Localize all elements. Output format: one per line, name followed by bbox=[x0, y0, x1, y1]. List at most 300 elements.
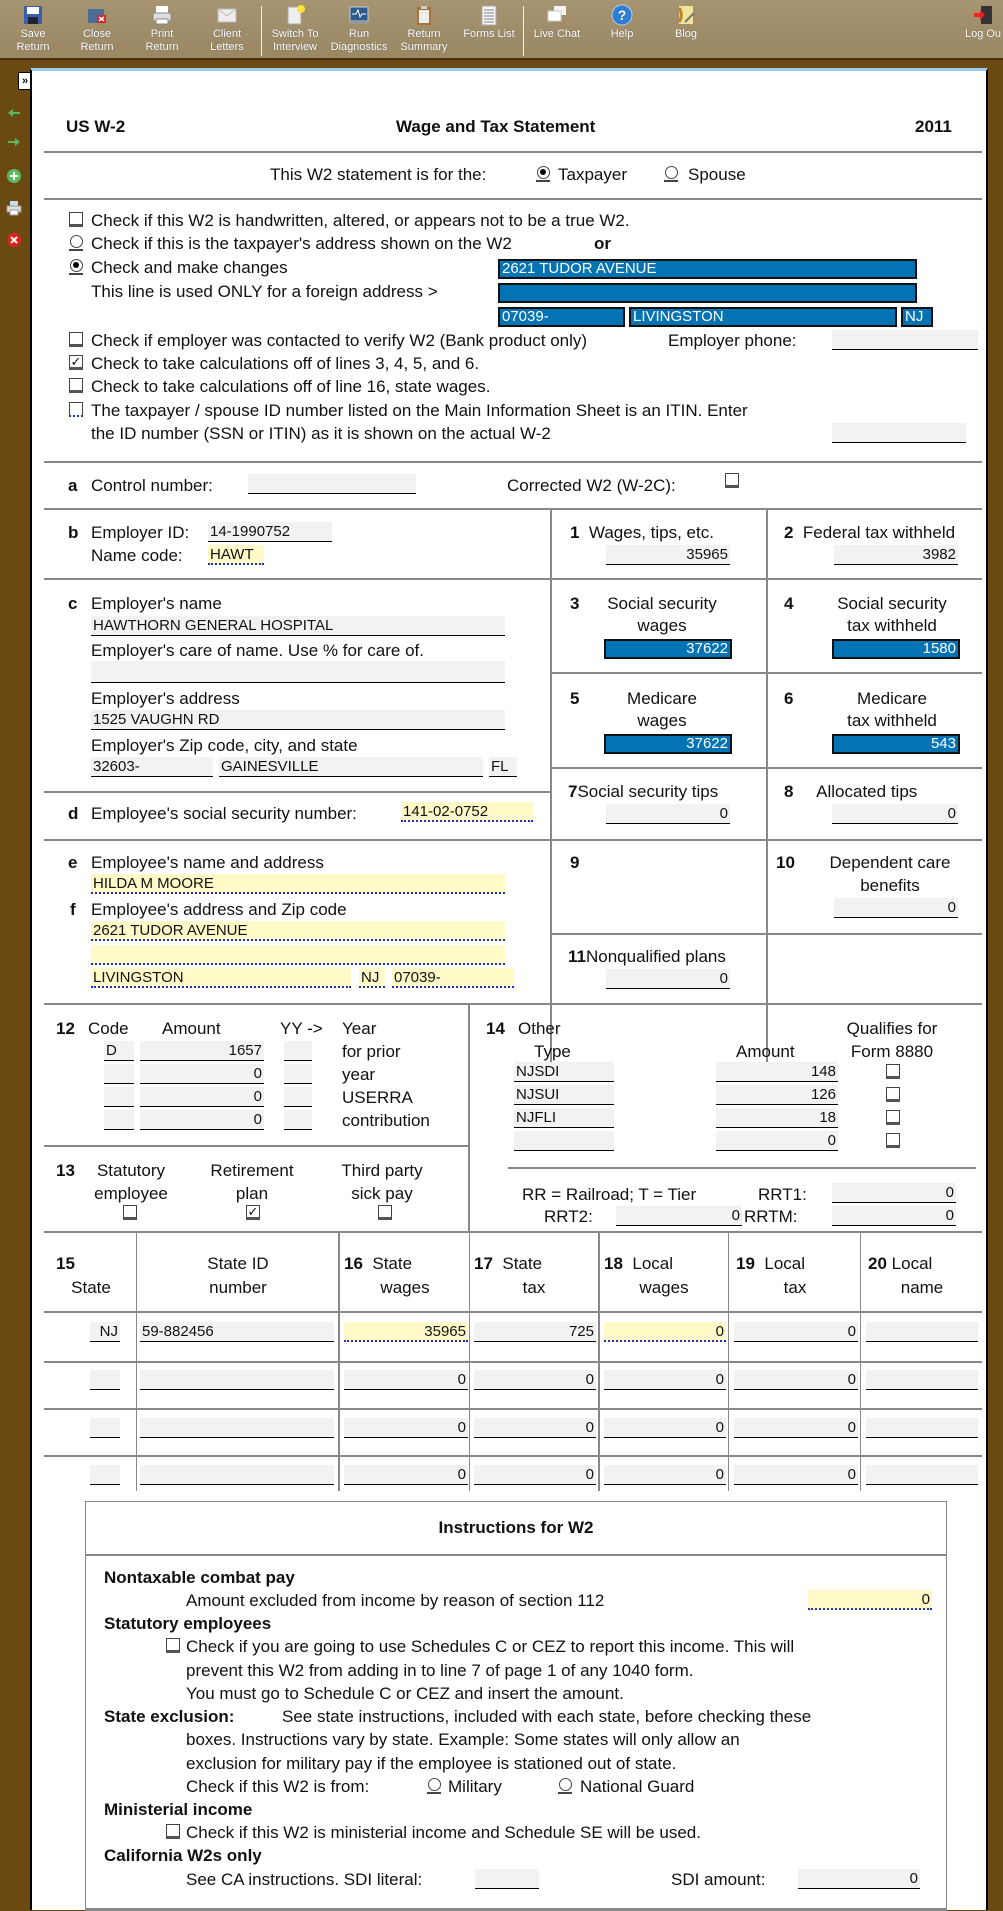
divider bbox=[44, 791, 550, 793]
divider bbox=[550, 578, 982, 580]
run-diagnostics-button[interactable] bbox=[328, 4, 390, 54]
box-b-letter: b bbox=[68, 523, 79, 542]
military-label: Military bbox=[448, 1777, 502, 1796]
print-return-button[interactable] bbox=[131, 4, 193, 54]
employer-state-field[interactable]: FL bbox=[489, 757, 517, 777]
state-id-header-1: State ID bbox=[207, 1254, 269, 1273]
box3-label-2: wages bbox=[637, 616, 687, 635]
toolbar bbox=[0, 0, 1003, 60]
box-c-letter: c bbox=[68, 594, 78, 613]
box10-label-1: Dependent care bbox=[829, 853, 951, 872]
itin-label-2: the ID number (SSN or ITIN) as it is shown on the actual W-2 bbox=[91, 424, 551, 443]
ss-tips-field[interactable]: 0 bbox=[606, 804, 730, 824]
form8880-checkbox[interactable] bbox=[886, 1110, 900, 1125]
sdi-literal-field[interactable] bbox=[475, 1869, 539, 1889]
itin-label-1: The taxpayer / spouse ID number listed on the Main Information Sheet is an ITIN. Enter bbox=[91, 401, 748, 420]
medicare-tax-field[interactable]: 543 bbox=[832, 734, 960, 754]
box1-number: 1 bbox=[570, 523, 580, 542]
box2-number: 2 bbox=[784, 523, 794, 542]
box15-number: 15 bbox=[56, 1254, 75, 1273]
divider bbox=[44, 839, 550, 841]
local-wages-header-1: Local bbox=[632, 1254, 674, 1273]
state-wages-header-1: State bbox=[372, 1254, 413, 1273]
box14-other-label: Other bbox=[518, 1019, 561, 1038]
box8-label: Allocated tips bbox=[816, 782, 918, 801]
box20-number: 20 bbox=[868, 1254, 887, 1273]
state-wages-field[interactable]: 35965 bbox=[344, 1322, 468, 1342]
wages-field[interactable]: 35965 bbox=[606, 545, 730, 565]
ssn-label: Employee's social security number: bbox=[91, 804, 357, 823]
local-wages-field[interactable]: 0 bbox=[604, 1322, 726, 1342]
calc-lines-3456-checkbox[interactable]: ✓ bbox=[70, 354, 82, 369]
divider bbox=[508, 1167, 976, 1169]
federal-tax-field[interactable]: 3982 bbox=[834, 545, 958, 565]
form8880-checkbox[interactable] bbox=[886, 1133, 900, 1148]
make-changes-radio[interactable] bbox=[69, 259, 83, 275]
address-city-field[interactable]: LIVINGSTON bbox=[629, 307, 897, 327]
sidebar bbox=[0, 68, 30, 1910]
local-name-header-2: name bbox=[900, 1278, 944, 1297]
divider bbox=[44, 151, 982, 153]
client-letters-button[interactable] bbox=[196, 4, 258, 54]
local-tax-field[interactable]: 0 bbox=[734, 1465, 858, 1485]
control-number-label: Control number: bbox=[91, 476, 213, 495]
ministerial-text: Check if this W2 is ministerial income and Schedule SE will be used. bbox=[186, 1823, 701, 1842]
local-name-field[interactable] bbox=[866, 1370, 978, 1390]
state-exclusion-heading: State exclusion: bbox=[104, 1707, 235, 1726]
employer-contacted-label: Check if employer was contacted to verify W2 (Bank product only) bbox=[91, 331, 588, 350]
delete-form-icon[interactable] bbox=[6, 232, 22, 248]
blog-label: Blog bbox=[674, 28, 698, 40]
statutory-text-1: Check if you are going to use Schedules C or CEZ to report this income. This will bbox=[186, 1637, 795, 1656]
local-wages-field[interactable]: 0 bbox=[604, 1465, 726, 1485]
box17-number: 17 bbox=[474, 1254, 493, 1273]
divider bbox=[44, 1311, 982, 1313]
local-name-header-1: Local bbox=[891, 1254, 933, 1273]
return-summary-label-2: Summary bbox=[400, 41, 448, 53]
divider bbox=[550, 839, 982, 841]
box-f-letter: f bbox=[70, 900, 76, 919]
rrt2-label: RRT2: bbox=[544, 1207, 593, 1226]
rrt1-field[interactable]: 0 bbox=[832, 1183, 956, 1203]
chat-bubbles-icon bbox=[546, 4, 568, 26]
close-folder-icon bbox=[86, 4, 108, 26]
state-code-field[interactable] bbox=[90, 1465, 120, 1485]
interview-icon bbox=[284, 4, 306, 26]
log-out-button[interactable] bbox=[953, 4, 1003, 41]
log-out-label: Log Ou bbox=[964, 28, 1002, 40]
box3-label-1: Social security bbox=[607, 594, 717, 613]
frame-band bbox=[0, 60, 1003, 68]
local-wages-field[interactable]: 0 bbox=[604, 1370, 726, 1390]
statutory-schedule-c-checkbox[interactable] bbox=[166, 1638, 180, 1653]
employee-address-1-field[interactable]: 2621 TUDOR AVENUE bbox=[91, 921, 505, 941]
spouse-label: Spouse bbox=[688, 165, 746, 184]
handwritten-checkbox[interactable] bbox=[69, 212, 83, 227]
box9-number: 9 bbox=[570, 853, 580, 872]
local-tax-field[interactable]: 0 bbox=[734, 1418, 858, 1438]
box12-note: USERRA bbox=[342, 1088, 413, 1107]
state-wages-header-2: wages bbox=[380, 1278, 430, 1297]
taxpayer-radio[interactable] bbox=[536, 166, 550, 182]
state-wages-field[interactable]: 0 bbox=[344, 1370, 468, 1390]
help-label: Help bbox=[610, 28, 634, 40]
box14-amount-field[interactable]: 18 bbox=[716, 1108, 838, 1128]
itin-id-field[interactable] bbox=[832, 423, 966, 443]
address-zip-field[interactable]: 07039- bbox=[498, 307, 625, 327]
employee-state-field[interactable]: NJ bbox=[359, 968, 385, 988]
statutory-employee-label-2: employee bbox=[94, 1184, 168, 1203]
divider bbox=[44, 578, 550, 580]
employer-address-field[interactable]: 1525 VAUGHN RD bbox=[91, 710, 505, 730]
box12-code-header: Code bbox=[88, 1019, 129, 1038]
qualifies-label-2: Form 8880 bbox=[850, 1042, 934, 1061]
employee-name-field[interactable]: HILDA M MOORE bbox=[91, 874, 505, 894]
address-shown-radio[interactable] bbox=[69, 235, 83, 251]
box6-label-2: tax withheld bbox=[847, 711, 937, 730]
w2-form bbox=[30, 68, 988, 1910]
client-letters-label-1: Client bbox=[212, 28, 242, 40]
back-arrow-icon[interactable] bbox=[6, 105, 22, 121]
help-icon bbox=[611, 4, 633, 26]
ss-tax-field[interactable]: 1580 bbox=[832, 639, 960, 659]
state-tax-field[interactable]: 0 bbox=[474, 1370, 596, 1390]
ss-wages-field[interactable]: 37622 bbox=[604, 639, 732, 659]
employer-zcs-label: Employer's Zip code, city, and state bbox=[91, 736, 358, 755]
box2-label: Federal tax withheld bbox=[802, 523, 956, 542]
box10-label-2: benefits bbox=[860, 876, 920, 895]
handwritten-label: Check if this W2 is handwritten, altered, or appears not to be a true W2. bbox=[91, 211, 630, 230]
employer-contacted-checkbox[interactable] bbox=[69, 332, 83, 347]
form-id: US W-2 bbox=[66, 117, 126, 136]
statement-for-label: This W2 statement is for the: bbox=[270, 165, 487, 184]
box4-label-2: tax withheld bbox=[847, 616, 937, 635]
close-return-label-1: Close bbox=[82, 28, 112, 40]
box12-yy-field[interactable] bbox=[284, 1087, 312, 1107]
help-button[interactable] bbox=[591, 4, 653, 41]
national-guard-label: National Guard bbox=[580, 1777, 695, 1796]
combat-pay-field[interactable]: 0 bbox=[808, 1590, 932, 1610]
box12-yy-field[interactable] bbox=[284, 1041, 312, 1061]
divider bbox=[44, 461, 982, 463]
box14-amount-field[interactable]: 0 bbox=[716, 1131, 838, 1151]
local-wages-header-2: wages bbox=[639, 1278, 689, 1297]
box12-amount-field[interactable]: 0 bbox=[140, 1087, 264, 1107]
divider bbox=[44, 1231, 982, 1233]
box12-yy-header: YY -> bbox=[280, 1019, 323, 1038]
save-return-label-1: Save bbox=[20, 28, 46, 40]
national-guard-radio[interactable] bbox=[558, 1778, 572, 1794]
box14-number: 14 bbox=[486, 1019, 505, 1038]
rrtm-field[interactable]: 0 bbox=[832, 1206, 956, 1226]
column-divider bbox=[766, 508, 768, 1074]
box5-label-1: Medicare bbox=[627, 689, 697, 708]
employer-id-label: Employer ID: bbox=[91, 523, 190, 542]
statutory-heading: Statutory employees bbox=[104, 1614, 272, 1633]
box12-note: year bbox=[342, 1065, 376, 1084]
qualifies-label-1: Qualifies for bbox=[846, 1019, 938, 1038]
state-code-field[interactable] bbox=[90, 1370, 120, 1390]
form-title: Wage and Tax Statement bbox=[396, 117, 596, 136]
state-tax-field[interactable]: 725 bbox=[474, 1322, 596, 1342]
military-radio[interactable] bbox=[427, 1778, 441, 1794]
employee-address-label: Employee's address and Zip code bbox=[91, 900, 347, 919]
switch-interview-label-1: Switch To bbox=[271, 28, 319, 40]
divider bbox=[44, 508, 982, 510]
forward-arrow-icon[interactable] bbox=[6, 134, 22, 150]
box7-label: Social security tips bbox=[577, 782, 719, 801]
ministerial-heading: Ministerial income bbox=[104, 1800, 253, 1819]
state-tax-field[interactable]: 0 bbox=[474, 1465, 596, 1485]
spouse-radio[interactable] bbox=[664, 166, 678, 182]
logout-door-icon bbox=[972, 4, 994, 26]
name-code-label: Name code: bbox=[91, 546, 183, 565]
care-of-label: Employer's care of name. Use % for care of. bbox=[91, 641, 424, 660]
local-name-field[interactable] bbox=[866, 1465, 978, 1485]
save-return-button[interactable] bbox=[2, 4, 64, 54]
state-wages-field[interactable]: 0 bbox=[344, 1465, 468, 1485]
state-id-field[interactable] bbox=[140, 1418, 334, 1438]
employer-name-field[interactable]: HAWTHORN GENERAL HOSPITAL bbox=[91, 616, 505, 636]
state-exclusion-text-3: exclusion for military pay if the employee is stationed out of state. bbox=[186, 1754, 677, 1773]
box14-amount-field[interactable]: 148 bbox=[716, 1062, 838, 1082]
local-tax-header-1: Local bbox=[764, 1254, 806, 1273]
itin-checkbox[interactable] bbox=[69, 402, 83, 417]
medicare-wages-field[interactable]: 37622 bbox=[604, 734, 732, 754]
box-a-letter: a bbox=[68, 476, 78, 495]
box14-amount-header: Amount bbox=[736, 1042, 795, 1061]
forms-list-icon bbox=[478, 4, 500, 26]
box14-amount-field[interactable]: 126 bbox=[716, 1085, 838, 1105]
box4-label-1: Social security bbox=[837, 594, 947, 613]
local-tax-field[interactable]: 0 bbox=[734, 1370, 858, 1390]
sdi-amount-label: SDI amount: bbox=[671, 1870, 766, 1889]
state-wages-field[interactable]: 0 bbox=[344, 1418, 468, 1438]
state-id-field[interactable]: 59-882456 bbox=[140, 1322, 334, 1342]
california-heading: California W2s only bbox=[104, 1846, 262, 1865]
control-number-field[interactable] bbox=[248, 474, 416, 494]
box12-amount-header: Amount bbox=[162, 1019, 221, 1038]
divider bbox=[44, 1145, 468, 1147]
client-letters-label-2: Letters bbox=[210, 41, 244, 53]
care-of-field[interactable] bbox=[91, 661, 505, 683]
form8880-checkbox[interactable] bbox=[886, 1064, 900, 1079]
box12-note: for prior bbox=[342, 1042, 401, 1061]
taxpayer-label: Taxpayer bbox=[558, 165, 627, 184]
retirement-plan-label-1: Retirement bbox=[210, 1161, 294, 1180]
combat-pay-heading: Nontaxable combat pay bbox=[104, 1568, 295, 1587]
switch-to-interview-button[interactable] bbox=[264, 4, 326, 54]
box12-code-field[interactable] bbox=[104, 1110, 134, 1130]
ssn-field[interactable]: 141-02-0752 bbox=[401, 802, 533, 822]
divider bbox=[550, 672, 982, 674]
box14-type-field[interactable]: NJSUI bbox=[514, 1085, 614, 1105]
blog-button[interactable] bbox=[655, 4, 717, 41]
california-text: See CA instructions. SDI literal: bbox=[186, 1870, 423, 1889]
toolbar-separator bbox=[523, 6, 524, 56]
instructions-panel bbox=[85, 1501, 947, 1911]
address-shown-label: Check if this is the taxpayer's address shown on the W2 bbox=[91, 234, 512, 253]
nonqualified-plans-field[interactable]: 0 bbox=[606, 969, 730, 989]
employee-city-field[interactable]: LIVINGSTON bbox=[91, 968, 351, 988]
corrected-w2-label: Corrected W2 (W-2C): bbox=[507, 476, 676, 495]
tax-year: 2011 bbox=[915, 117, 952, 136]
box12-code-field[interactable]: D bbox=[104, 1041, 134, 1061]
live-chat-button[interactable] bbox=[526, 4, 588, 41]
box12-amount-field[interactable]: 1657 bbox=[140, 1041, 264, 1061]
box-e-letter: e bbox=[68, 853, 78, 872]
run-diagnostics-label-2: Diagnostics bbox=[330, 41, 388, 53]
address-foreign-field[interactable] bbox=[498, 283, 917, 303]
employer-city-field[interactable]: GAINESVILLE bbox=[219, 757, 483, 777]
form8880-checkbox[interactable] bbox=[886, 1087, 900, 1102]
employee-address-2-field[interactable] bbox=[91, 945, 505, 965]
state-header: State bbox=[71, 1278, 111, 1297]
employer-zip-field[interactable]: 32603- bbox=[91, 757, 213, 777]
box7-number: 7 bbox=[568, 782, 578, 801]
state-tax-field[interactable]: 0 bbox=[474, 1418, 596, 1438]
combat-pay-text: Amount excluded from income by reason of section 112 bbox=[186, 1591, 605, 1610]
box8-number: 8 bbox=[784, 782, 794, 801]
state-code-field[interactable]: NJ bbox=[90, 1322, 120, 1342]
state-code-field[interactable] bbox=[90, 1418, 120, 1438]
box12-code-field[interactable] bbox=[104, 1064, 134, 1084]
box1-label: Wages, tips, etc. bbox=[588, 523, 714, 542]
name-code-field[interactable]: HAWT bbox=[208, 545, 264, 565]
statutory-text-2: prevent this W2 from adding in to line 7 of page 1 of any 1040 form. bbox=[186, 1661, 694, 1680]
sdi-amount-field[interactable]: 0 bbox=[798, 1869, 920, 1889]
address-state-field[interactable]: NJ bbox=[901, 307, 933, 327]
retirement-plan-label-2: plan bbox=[235, 1184, 269, 1203]
box4-number: 4 bbox=[784, 594, 794, 613]
print-form-icon[interactable] bbox=[6, 200, 22, 216]
third-party-sick-checkbox[interactable] bbox=[378, 1205, 392, 1220]
divider bbox=[44, 198, 982, 200]
panel-expander-button[interactable]: » bbox=[18, 72, 32, 90]
divider bbox=[550, 933, 982, 935]
state-exclusion-text-1: See state instructions, included with each state, before checking these bbox=[282, 1707, 812, 1726]
calc-lines-3456-label: Check to take calculations off of lines 3, 4, 5, and 6. bbox=[91, 354, 480, 373]
local-name-field[interactable] bbox=[866, 1322, 978, 1342]
corrected-w2-checkbox[interactable] bbox=[725, 473, 739, 488]
ministerial-checkbox[interactable] bbox=[166, 1824, 180, 1839]
employer-address-label: Employer's address bbox=[91, 689, 240, 708]
rrt2-field[interactable]: 0 bbox=[616, 1206, 742, 1226]
box13-number: 13 bbox=[56, 1161, 75, 1180]
box16-number: 16 bbox=[344, 1254, 363, 1273]
local-name-field[interactable] bbox=[866, 1418, 978, 1438]
printer-icon bbox=[151, 4, 173, 26]
w2-from-label: Check if this W2 is from: bbox=[186, 1777, 370, 1796]
box12-amount-field[interactable]: 0 bbox=[140, 1064, 264, 1084]
clipboard-icon bbox=[413, 4, 435, 26]
address-street-field[interactable]: 2621 TUDOR AVENUE bbox=[498, 259, 917, 279]
box5-label-2: wages bbox=[637, 711, 687, 730]
column-divider bbox=[468, 1003, 470, 1231]
state-id-header-2: number bbox=[209, 1278, 267, 1297]
local-tax-header-2: tax bbox=[783, 1278, 807, 1297]
close-return-button[interactable] bbox=[66, 4, 128, 54]
third-party-sick-label-1: Third party bbox=[341, 1161, 423, 1180]
or-label: or bbox=[594, 234, 611, 253]
state-tax-header-2: tax bbox=[522, 1278, 546, 1297]
forms-list-button[interactable] bbox=[458, 4, 520, 41]
return-summary-button[interactable] bbox=[393, 4, 455, 54]
divider bbox=[86, 1554, 946, 1556]
box6-label-1: Medicare bbox=[857, 689, 927, 708]
statutory-employee-checkbox[interactable] bbox=[123, 1205, 137, 1220]
box10-number: 10 bbox=[776, 853, 795, 872]
box12-yy-field[interactable] bbox=[284, 1110, 312, 1130]
state-id-field[interactable] bbox=[140, 1370, 334, 1390]
close-return-label-2: Return bbox=[80, 41, 114, 53]
divider bbox=[44, 1003, 982, 1005]
local-tax-field[interactable]: 0 bbox=[734, 1322, 858, 1342]
retirement-plan-checkbox[interactable]: ✓ bbox=[247, 1204, 259, 1219]
print-return-label-2: Return bbox=[145, 41, 179, 53]
toolbar-separator bbox=[261, 6, 262, 56]
divider bbox=[44, 1361, 982, 1363]
box14-type-field[interactable] bbox=[514, 1131, 614, 1151]
employee-zip-field[interactable]: 07039- bbox=[392, 968, 514, 988]
allocated-tips-field[interactable]: 0 bbox=[832, 804, 958, 824]
local-wages-field[interactable]: 0 bbox=[604, 1418, 726, 1438]
rrt1-label: RRT1: bbox=[758, 1185, 807, 1204]
save-return-label-2: Return bbox=[16, 41, 50, 53]
box12-code-field[interactable] bbox=[104, 1087, 134, 1107]
state-id-field[interactable] bbox=[140, 1465, 334, 1485]
diagnostics-monitor-icon bbox=[348, 4, 370, 26]
calc-line-16-label: Check to take calculations off of line 16, state wages. bbox=[91, 377, 491, 396]
box3-number: 3 bbox=[570, 594, 580, 613]
return-summary-label-1: Return bbox=[407, 28, 441, 40]
box12-year-header: Year bbox=[342, 1019, 377, 1038]
box-d-letter: d bbox=[68, 804, 79, 823]
box12-yy-field[interactable] bbox=[284, 1064, 312, 1084]
instructions-title: Instructions for W2 bbox=[438, 1518, 594, 1537]
box12-note: contribution bbox=[342, 1111, 430, 1130]
add-form-icon[interactable] bbox=[6, 168, 22, 184]
statutory-employee-label-1: Statutory bbox=[96, 1161, 166, 1180]
live-chat-label: Live Chat bbox=[533, 28, 581, 40]
state-tax-header-1: State bbox=[502, 1254, 543, 1273]
box18-number: 18 bbox=[604, 1254, 623, 1273]
print-return-label-1: Print bbox=[150, 28, 174, 40]
statutory-text-3: You must go to Schedule C or CEZ and insert the amount. bbox=[186, 1684, 624, 1703]
employer-phone-label: Employer phone: bbox=[668, 331, 797, 350]
dependent-care-field[interactable]: 0 bbox=[834, 898, 958, 918]
box14-type-field[interactable]: NJFLI bbox=[514, 1108, 614, 1128]
third-party-sick-label-2: sick pay bbox=[351, 1184, 413, 1203]
box11-number: 11 bbox=[568, 947, 586, 966]
calc-line-16-checkbox[interactable] bbox=[69, 378, 83, 393]
envelope-icon bbox=[216, 4, 238, 26]
run-diagnostics-label-1: Run bbox=[348, 28, 370, 40]
box14-type-header: Type bbox=[534, 1042, 571, 1061]
divider bbox=[44, 1455, 982, 1457]
state-exclusion-text-2: boxes. Instructions vary by state. Example: Some states will only allow an bbox=[186, 1730, 740, 1749]
box12-amount-field[interactable]: 0 bbox=[140, 1110, 264, 1130]
divider bbox=[550, 767, 982, 769]
railroad-legend: RR = Railroad; T = Tier bbox=[522, 1185, 697, 1204]
divider bbox=[44, 1408, 982, 1410]
box14-type-field[interactable]: NJSDI bbox=[514, 1062, 614, 1082]
column-divider bbox=[550, 508, 552, 1074]
box5-number: 5 bbox=[570, 689, 580, 708]
employer-phone-field[interactable] bbox=[832, 330, 978, 350]
employer-id-field[interactable]: 14-1990752 bbox=[208, 522, 332, 542]
box11-label: Nonqualified plans bbox=[585, 947, 726, 966]
